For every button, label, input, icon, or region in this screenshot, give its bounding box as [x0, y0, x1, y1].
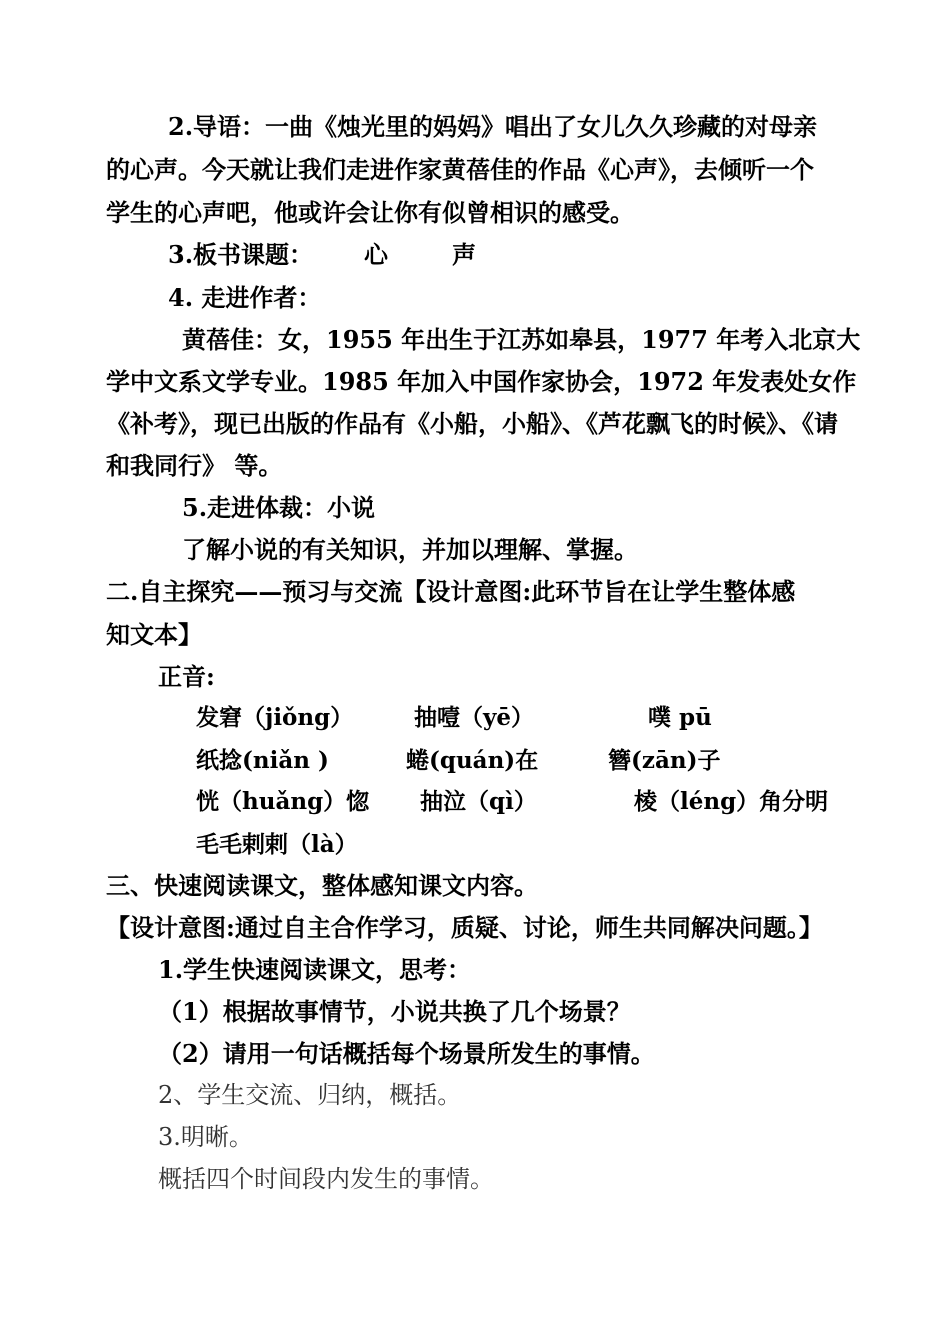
pron-word: 抽泣（qì） [420, 788, 537, 815]
pron-word: 毛毛剌剌（là） [196, 831, 358, 858]
board-title-label: 3.板书课题： [168, 240, 314, 269]
pron-word: 抽噎（yē） [414, 704, 534, 731]
author-line-4: 和我同行》 等。 [106, 451, 283, 480]
question-heading: 1.学生快速阅读课文，思考： [158, 955, 472, 984]
pron-word: 纸捻(niǎn ) [196, 747, 329, 774]
author-line-1: 黄蓓佳：女，1955 年出生于江苏如皋县，1977 年考入北京大 [182, 325, 861, 354]
pronunciation-heading: 正音: [158, 662, 215, 691]
pron-word: 恍（huǎng）惚 [196, 788, 370, 815]
step-2: 2、学生交流、归纳，概括。 [158, 1081, 462, 1109]
author-heading: 4. 走进作者： [168, 283, 322, 312]
genre-text: 了解小说的有关知识，并加以理解、掌握。 [182, 535, 638, 564]
board-title-char-1: 心 [364, 240, 388, 269]
step-3: 3.明晰。 [158, 1123, 253, 1151]
question-2: （2）请用一句话概括每个场景所发生的事情。 [158, 1039, 655, 1068]
intro-line-1: 2.导语：一曲《烛光里的妈妈》唱出了女儿久久珍藏的对母亲 [168, 112, 818, 141]
summary-text: 概括四个时间段内发生的事情。 [158, 1165, 494, 1193]
author-line-2: 学中文系文学专业。1985 年加入中国作家协会，1972 年发表处女作 [106, 367, 857, 396]
section2-line-2: 知文本】 [106, 620, 202, 649]
genre-heading: 5.走进体裁：小说 [182, 493, 376, 522]
section3-heading: 三、快速阅读课文，整体感知课文内容。 [106, 871, 538, 900]
author-line-3: 《补考》，现已出版的作品有《小船，小船》、《芦花飘飞的时候》、《请 [106, 409, 838, 438]
pron-word: 发窘（jiǒng） [196, 704, 354, 731]
pron-word: 棱（léng）角分明 [634, 788, 829, 815]
section2-line-1: 二.自主探究——预习与交流【设计意图:此环节旨在让学生整体感 [106, 577, 796, 606]
pron-word: 噗 pū [648, 704, 712, 731]
intro-line-3: 学生的心声吧，他或许会让你有似曾相识的感受。 [106, 198, 634, 227]
section3-intent: 【设计意图:通过自主合作学习，质疑、讨论，师生共同解决问题。】 [106, 913, 823, 942]
intro-line-2: 的心声。今天就让我们走进作家黄蓓佳的作品《心声》，去倾听一个 [106, 155, 814, 184]
question-1: （1）根据故事情节，小说共换了几个场景？ [158, 997, 631, 1026]
pron-word: 蜷(quán)在 [406, 747, 539, 774]
pron-word: 簪(zān)子 [608, 747, 721, 774]
board-title-char-2: 声 [452, 240, 476, 269]
